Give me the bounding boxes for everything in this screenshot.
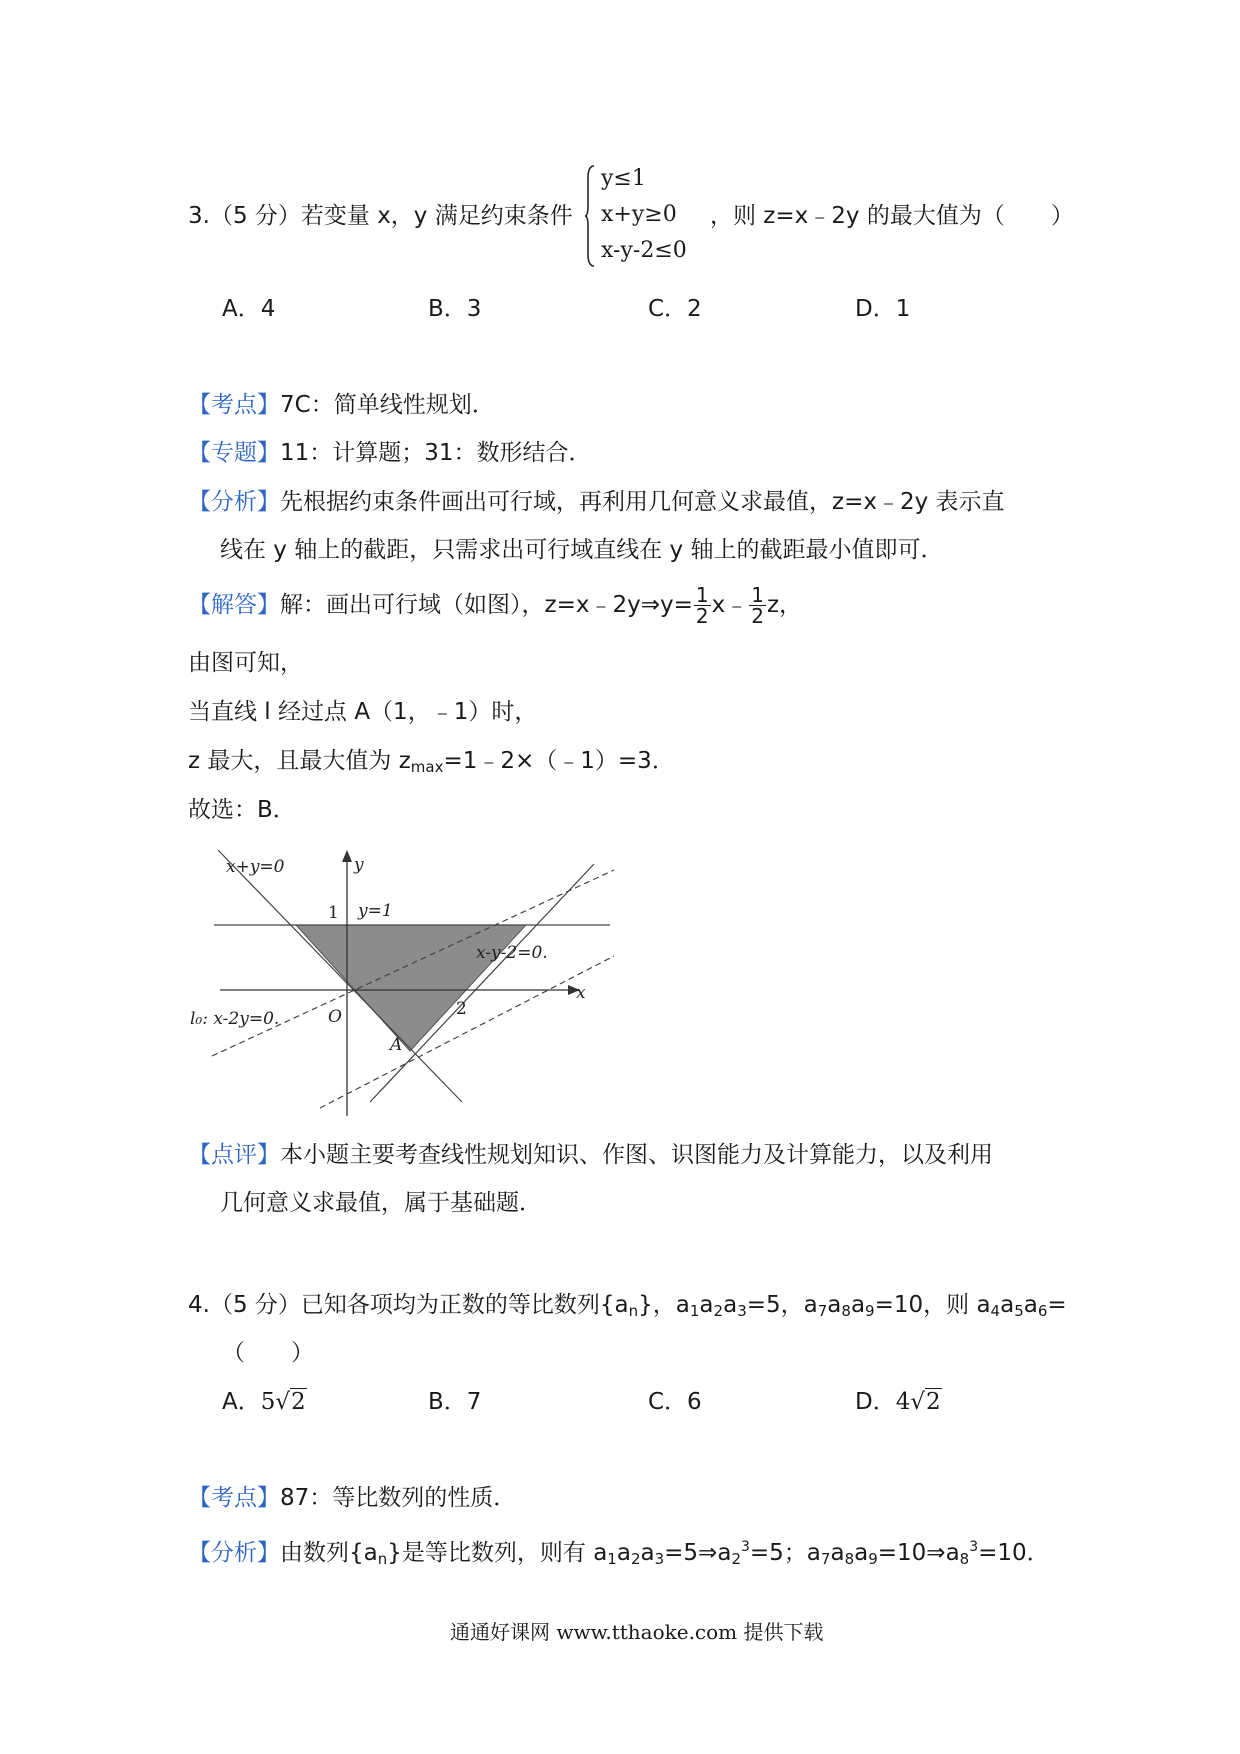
q4-kaodian (188, 1483, 516, 1513)
q3-line-c: z 最大，且最大值为 $z_{max}=1﹣2\times(﹣1)=3$． (188, 748, 675, 776)
zhuanti-text: 11：计算题；31：数形结合． (280, 440, 592, 466)
q4-choice-c: C．6 (648, 1389, 702, 1415)
q3-stem-suffix: ，则 z=x﹣2y 的最大值为（ ） (710, 203, 1074, 229)
feasible-region-graph (190, 846, 630, 1116)
fenxi-tag: 【分析】 (188, 489, 280, 515)
q3-line-b: 当直线 l 经过点 A（1，﹣1）时， (188, 699, 538, 725)
q4-kaodian-tag: 【考点】 (188, 1485, 280, 1511)
q3-dianping-line1 (188, 1140, 993, 1170)
brace-icon (585, 164, 595, 268)
label-x-plus-y: x+y=0 (226, 857, 285, 877)
q3-kaodian (188, 390, 495, 420)
q3-choice-a: A．4 (222, 296, 276, 322)
q3-choice-c: C．2 (648, 296, 702, 322)
dianping-text-1: 本小题主要考查线性规划知识、作图、识图能力及计算能力，以及利用 (280, 1142, 993, 1168)
jieda-tag: 【解答】 (188, 592, 280, 618)
fraction-half-2: $\frac{1}{2}$ (751, 583, 764, 628)
label-x-axis: x (576, 983, 586, 1003)
label-y-eq-1: y=1 (358, 901, 393, 921)
label-two: 2 (456, 999, 467, 1019)
label-x-minus-y: x-y-2=0. (476, 943, 548, 963)
q3-stem-prefix: 3.（5 分）若变量 x，y 满足约束条件 (188, 203, 573, 229)
label-point-a: A (390, 1035, 403, 1055)
zhuanti-tag: 【专题】 (188, 440, 280, 466)
q3-jieda (188, 585, 802, 626)
jieda-text-c: z， (766, 592, 803, 618)
jieda-text-b: x﹣ (711, 592, 749, 618)
q3-fenxi-line1 (188, 487, 1005, 517)
q3-choice-b: B．3 (428, 296, 482, 322)
y-axis-arrow-icon (342, 850, 352, 862)
fenxi-text-1: 先根据约束条件画出可行域，再利用几何意义求最值，z=x﹣2y 表示直 (280, 489, 1005, 515)
fraction-half-1: $\frac{1}{2}$ (695, 583, 709, 628)
q3-fenxi-line2: 线在 y 轴上的截距，只需求出可行域直线在 y 轴上的截距最小值即可． (220, 537, 944, 563)
constraint-system (585, 164, 725, 268)
q4-fenxi-tag: 【分析】 (188, 1540, 280, 1566)
q4-choice-b: B．7 (428, 1389, 482, 1415)
q3-zhuanti (188, 438, 592, 468)
q4-fenxi: 【分析】由数列$\{a_n\}$是等比数列，则有 $a_1a_2a_3=5\Rightarrow a_2^3=5$；$a_7a_8a_9=10\Rightarrow a_8^3=10$． (188, 1539, 1050, 1568)
q3-line-d: 故选：B． (188, 797, 296, 823)
q3-stem (188, 201, 573, 231)
page-footer: 通通好课网 www.tthaoke.com 提供下载 (450, 1620, 824, 1644)
kaodian-tag: 【考点】 (188, 392, 280, 418)
q3-line-a: 由图可知， (188, 650, 303, 676)
label-y-axis: y (354, 855, 364, 875)
label-origin: O (328, 1007, 342, 1027)
constraint-2: x+y≥0 (601, 202, 677, 227)
constraint-1: y≤1 (601, 166, 646, 191)
q3-choice-d: D．1 (855, 296, 911, 322)
constraint-3: x-y-2≤0 (601, 238, 687, 263)
label-l0: l₀: x-2y=0. (190, 1009, 280, 1029)
q4-kaodian-text: 87：等比数列的性质． (280, 1485, 517, 1511)
kaodian-text: 7C：简单线性规划． (280, 392, 495, 418)
q4-choice-d: D．4√2 (855, 1389, 941, 1415)
q3-dianping-line2: 几何意义求最值，属于基础题． (220, 1190, 542, 1216)
dianping-tag: 【点评】 (188, 1142, 280, 1168)
q4-paren: （ ） (222, 1340, 314, 1366)
q4-choice-a: A．5√2 (222, 1389, 306, 1415)
label-one: 1 (328, 903, 339, 923)
jieda-text-a: 解：画出可行域（如图），z=x﹣2y⇒y= (280, 592, 693, 618)
q4-stem: 4.（5 分）已知各项均为正数的等比数列$\{a_n\}$，$a_1a_2a_3=5$，$a_7a_8a_9=10$，则 $a_4a_5a_6=$ (188, 1292, 1067, 1320)
